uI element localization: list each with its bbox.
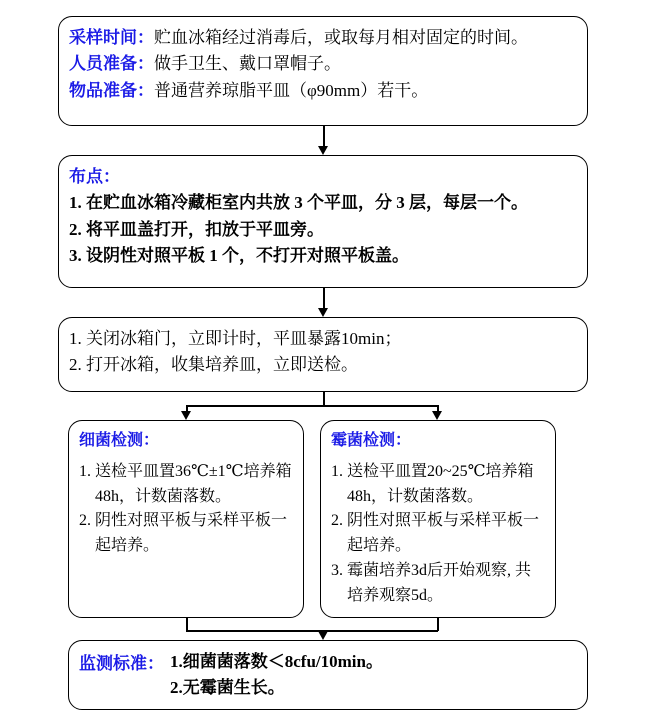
mold-heading: 霉菌检测： [331, 432, 412, 449]
arrow-split-bar [186, 405, 438, 407]
preparation-line-1 [69, 25, 577, 51]
standard-item-1: 1.细菌菌落数＜8cfu/10min。 [170, 652, 383, 671]
layout-item-2: 2. 将平皿盖打开，扣放于平皿旁。 [69, 219, 324, 239]
mold-item-2: 2. 阴性对照平板与采样平板一起培养。 [331, 512, 540, 555]
bacteria-item-1: 1. 送检平皿置36℃±1℃培养箱48h，计数菌落数。 [79, 462, 292, 505]
preparation-line-3 [69, 78, 577, 104]
layout-heading: 布点： [69, 167, 120, 186]
standard-item-2: 2.无霉菌生长。 [170, 678, 285, 698]
monitoring-standard-box [68, 640, 588, 710]
sampling-box [58, 317, 588, 392]
layout-item-1: 1. 在贮血冰箱冷藏柜室内共放 3 个平皿，分 3 层，每层一个。 [69, 193, 528, 213]
preparation-text-2: 做手卫生、戴口罩帽子。 [154, 54, 341, 74]
mold-item-1: 1. 送检平皿置20~25℃培养箱48h，计数菌落数。 [331, 462, 534, 505]
arrow-right-head [432, 411, 442, 420]
bacteria-heading: 细菌检测： [79, 432, 160, 449]
arrow-left-head [181, 411, 191, 420]
preparation-label-1: 采样时间： [69, 28, 154, 47]
bacteria-item-2: 2. 阴性对照平板与采样平板一起培养。 [79, 512, 288, 555]
preparation-text-3: 普通营养琼脂平皿（φ90mm）若干。 [154, 80, 429, 100]
bacteria-detection-box [68, 420, 304, 618]
preparation-box [58, 16, 588, 126]
preparation-label-2: 人员准备： [69, 54, 154, 74]
layout-box [58, 155, 588, 288]
standard-heading: 监测标准： [79, 654, 164, 673]
sampling-item-1: 1. 关闭冰箱门，立即计时，平皿暴露10min； [69, 329, 402, 348]
sampling-item-2: 2. 打开冰箱，收集培养皿，立即送检。 [69, 355, 358, 375]
mold-detection-box [320, 420, 556, 618]
mold-item-3: 3. 霉菌培养3d后开始观察, 共培养观察5d。 [331, 561, 532, 604]
arrow-merge-head [318, 631, 328, 640]
preparation-line-2 [69, 51, 577, 77]
preparation-label-3: 物品准备： [69, 80, 154, 100]
preparation-text-1: 贮血冰箱经过消毒后，或取每月相对固定的时间。 [154, 28, 528, 47]
arrow-merge-bar [186, 630, 438, 632]
arrow-split-stem [323, 392, 325, 406]
layout-item-3: 3. 设阴性对照平板 1 个，不打开对照平板盖。 [69, 246, 409, 266]
